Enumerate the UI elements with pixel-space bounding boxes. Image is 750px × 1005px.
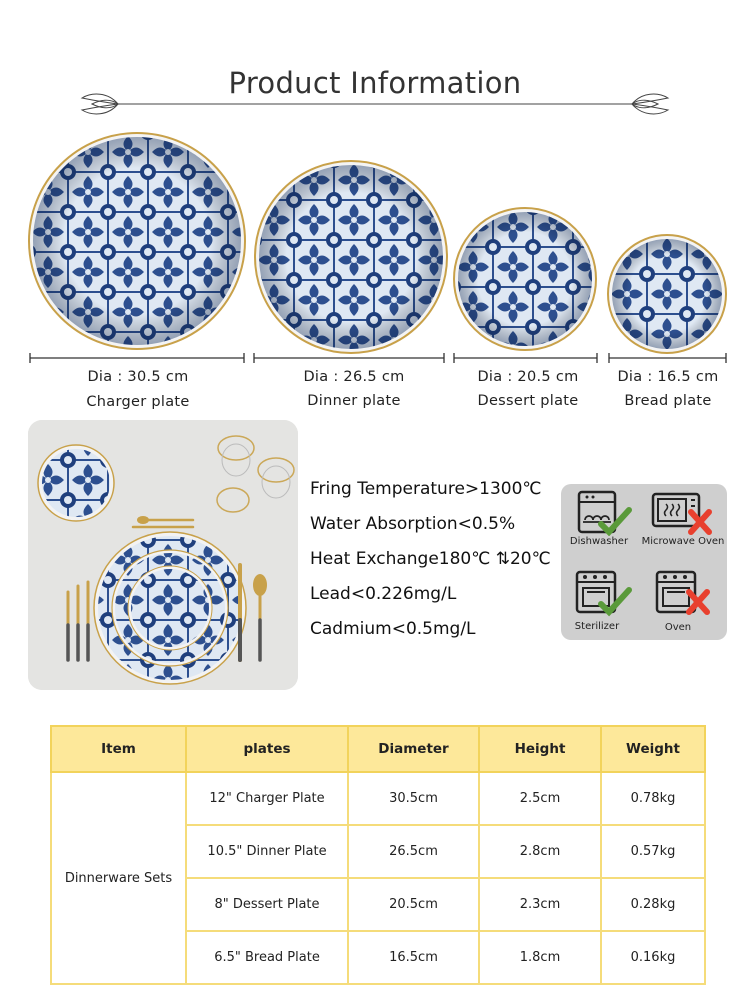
bread-name: Bread plate: [624, 393, 712, 409]
dinner-diameter: Dia : 26.5 cm: [303, 369, 405, 385]
page-title: Product Information: [228, 66, 522, 100]
microwave-label: Microwave Oven: [641, 536, 725, 547]
diameter-cell: 26.5cm: [348, 825, 479, 878]
microwave-icon: [651, 490, 715, 536]
sterilizer-label: Sterilizer: [574, 621, 620, 632]
weight-cell: 0.78kg: [601, 772, 705, 825]
diameter-cell: 16.5cm: [348, 931, 479, 984]
header-height: Height: [479, 726, 601, 772]
weight-cell: 0.16kg: [601, 931, 705, 984]
sterilizer-icon: [575, 570, 633, 618]
weight-cell: 0.28kg: [601, 878, 705, 931]
oven-icon: [655, 570, 715, 618]
dishwasher-label: Dishwasher: [569, 536, 629, 547]
plate-cell: 8" Dessert Plate: [186, 878, 348, 931]
dessert-plate-image: [453, 207, 597, 351]
height-cell: 2.3cm: [479, 878, 601, 931]
height-cell: 1.8cm: [479, 931, 601, 984]
care-instructions-panel: [561, 484, 727, 640]
dinner-name: Dinner plate: [307, 393, 401, 409]
header-diameter: Diameter: [348, 726, 479, 772]
dessert-name: Dessert plate: [477, 393, 579, 409]
spec-firing-temperature: Fring Temperature>1300℃: [310, 479, 542, 499]
table-row: [51, 772, 705, 825]
dishwasher-icon: [577, 490, 633, 536]
height-cell: 2.5cm: [479, 772, 601, 825]
header-plates: plates: [186, 726, 348, 772]
table-header-row: [51, 726, 705, 772]
height-cell: 2.8cm: [479, 825, 601, 878]
charger-diameter: Dia : 30.5 cm: [87, 369, 189, 385]
spec-cadmium: Cadmium<0.5mg/L: [310, 619, 476, 639]
spec-heat-exchange: Heat Exchange180℃ ⇅20℃: [310, 549, 551, 569]
dimension-lines: [0, 352, 750, 364]
dimensions-table: [50, 725, 706, 985]
weight-cell: 0.57kg: [601, 825, 705, 878]
table-setting-photo: [28, 420, 298, 690]
header-weight: Weight: [601, 726, 705, 772]
plate-cell: 6.5" Bread Plate: [186, 931, 348, 984]
diameter-cell: 30.5cm: [348, 772, 479, 825]
spec-water-absorption: Water Absorption<0.5%: [310, 514, 516, 534]
charger-plate-image: [28, 132, 246, 350]
plate-cell: 12" Charger Plate: [186, 772, 348, 825]
dinner-plate-image: [254, 160, 448, 354]
plate-cell: 10.5" Dinner Plate: [186, 825, 348, 878]
group-cell: Dinnerware Sets: [51, 772, 186, 984]
header-item: Item: [51, 726, 186, 772]
charger-name: Charger plate: [86, 394, 190, 410]
spec-lead: Lead<0.226mg/L: [310, 584, 457, 604]
dessert-diameter: Dia : 20.5 cm: [477, 369, 579, 385]
title-ornament: [78, 84, 672, 124]
diameter-cell: 20.5cm: [348, 878, 479, 931]
bread-diameter: Dia : 16.5 cm: [617, 369, 719, 385]
oven-label: Oven: [664, 622, 692, 633]
bread-plate-image: [607, 234, 727, 354]
